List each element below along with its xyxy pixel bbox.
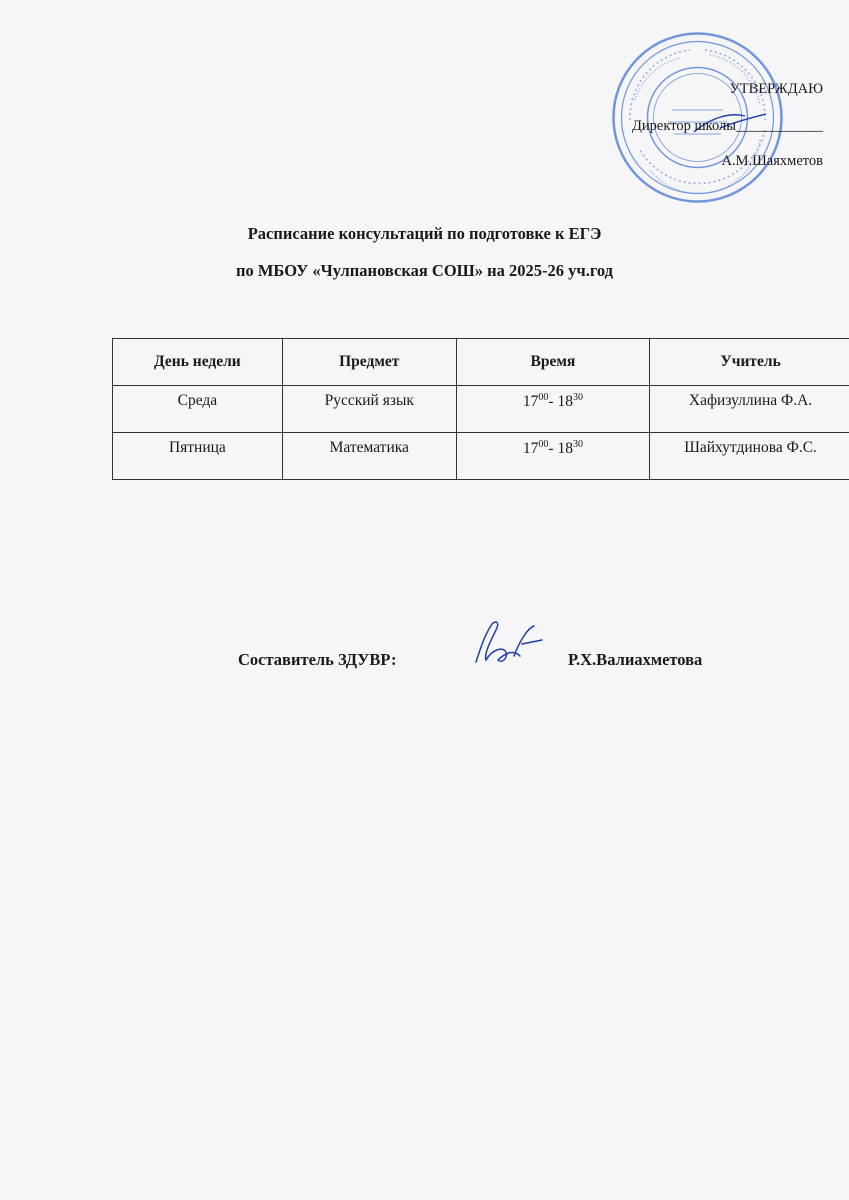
heading-line-1: Расписание консультаций по подготовке к ЕГЭ <box>247 224 602 243</box>
approval-name: А.М.Шаяхметов <box>721 153 823 169</box>
heading-line-2: по МБОУ «Чулпановская СОШ» на 2025-26 уч.год <box>235 260 614 280</box>
table-header-row <box>113 339 849 386</box>
cell-day: Пятница <box>113 433 283 480</box>
cell-teacher: Хафизуллина Ф.А. <box>650 386 849 433</box>
cell-subject: Русский язык <box>282 386 456 433</box>
header-teacher: Учитель <box>650 339 849 386</box>
time-start-minute: 00 <box>538 439 549 450</box>
approval-block <box>563 82 823 169</box>
cell-time <box>456 433 649 480</box>
compiler-signature <box>462 610 552 680</box>
time-start-hour: 17 <box>522 440 539 458</box>
time-start-hour: 17 <box>522 393 539 411</box>
approval-title: УТВЕРЖДАЮ <box>729 81 823 97</box>
time-end-minute: 30 <box>572 392 583 403</box>
header-day: День недели <box>113 339 283 386</box>
time-separator: - <box>548 393 558 411</box>
time-start-minute: 00 <box>538 392 549 403</box>
document-heading <box>0 226 849 279</box>
compiler-label: Составитель ЗДУВР: <box>238 650 397 669</box>
table-row <box>113 386 849 433</box>
time-end-hour: 18 <box>557 440 573 458</box>
schedule-table <box>112 338 849 480</box>
cell-day: Среда <box>113 386 283 433</box>
cell-time <box>456 386 649 433</box>
approval-role: Директор школы____________ <box>632 117 823 134</box>
time-end-minute: 30 <box>572 439 583 450</box>
cell-subject: Математика <box>282 433 456 480</box>
table-row <box>113 433 849 480</box>
header-time: Время <box>456 339 649 386</box>
compiler-name: Р.Х.Валиахметова <box>568 650 703 669</box>
cell-teacher: Шайхутдинова Ф.С. <box>650 433 849 480</box>
time-separator: - <box>548 440 558 458</box>
time-end-hour: 18 <box>557 393 573 411</box>
header-subject: Предмет <box>282 339 456 386</box>
